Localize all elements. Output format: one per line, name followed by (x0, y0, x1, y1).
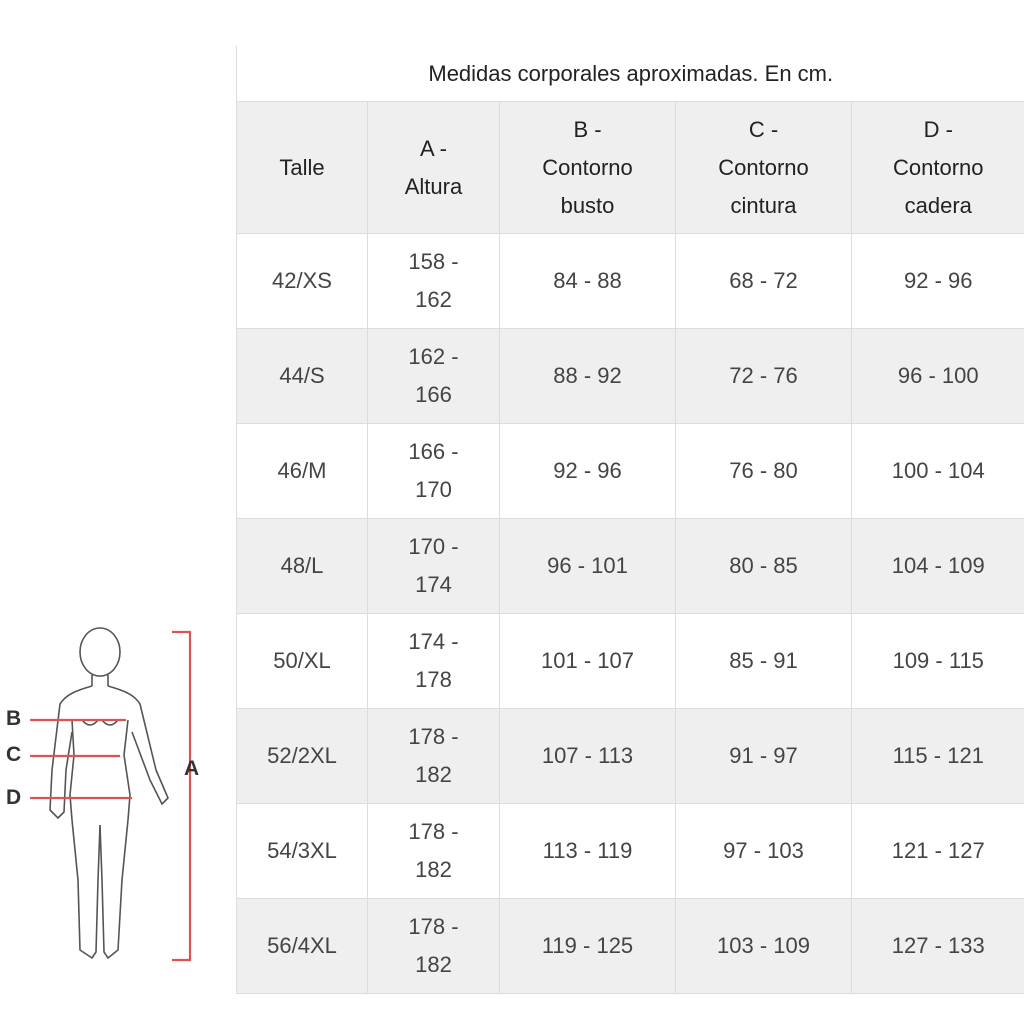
table-row (237, 424, 1024, 519)
cell-talle: 46/M (237, 424, 368, 519)
table-row (237, 329, 1024, 424)
cell-talle: 50/XL (237, 614, 368, 709)
cell-cadera: 96 - 100 (852, 329, 1024, 424)
cell-cadera: 121 - 127 (852, 804, 1024, 899)
header-altura (368, 102, 500, 234)
altura-line: 162 - (408, 344, 459, 369)
header-cintura (676, 102, 852, 234)
body-measurement-figure (0, 620, 230, 970)
altura-line: 182 (415, 762, 452, 787)
altura-line: 182 (415, 952, 452, 977)
header-busto (500, 102, 676, 234)
marker-label-b: B (6, 707, 22, 730)
header-line: cadera (904, 192, 972, 218)
header-line: Altura (404, 173, 463, 199)
cell-cintura: 76 - 80 (676, 424, 852, 519)
header-line: Talle (279, 154, 325, 180)
cell-busto: 96 - 101 (500, 519, 676, 614)
height-bracket (172, 632, 190, 960)
header-line: cintura (730, 192, 797, 218)
header-line: C - (748, 116, 779, 142)
cell-busto: 92 - 96 (500, 424, 676, 519)
altura-line: 166 (415, 382, 452, 407)
cell-talle: 48/L (237, 519, 368, 614)
altura-line: 166 - (408, 439, 459, 464)
altura-line: 174 (415, 572, 452, 597)
cell-altura (368, 709, 500, 804)
header-line: B - (573, 116, 602, 142)
header-line: busto (560, 192, 615, 218)
altura-line: 178 - (408, 914, 459, 939)
header-cadera (852, 102, 1024, 234)
table-row (237, 804, 1024, 899)
header-line: A - (420, 135, 447, 161)
altura-line: 182 (415, 857, 452, 882)
cell-busto: 113 - 119 (500, 804, 676, 899)
cell-cadera: 109 - 115 (852, 614, 1024, 709)
marker-label-a: A (184, 757, 200, 780)
table-header-row (237, 102, 1024, 234)
size-chart-table (236, 46, 1024, 994)
cell-altura (368, 899, 500, 994)
altura-line: 170 - (408, 534, 459, 559)
table-caption: Medidas corporales aproximadas. En cm. (237, 46, 1024, 102)
altura-line: 162 (415, 287, 452, 312)
cell-cintura: 72 - 76 (676, 329, 852, 424)
cell-cadera: 100 - 104 (852, 424, 1024, 519)
cell-busto: 107 - 113 (500, 709, 676, 804)
altura-line: 178 - (408, 724, 459, 749)
cell-altura (368, 804, 500, 899)
table-row (237, 614, 1024, 709)
cell-talle: 52/2XL (237, 709, 368, 804)
cell-busto: 101 - 107 (500, 614, 676, 709)
cell-talle: 44/S (237, 329, 368, 424)
table-row (237, 234, 1024, 329)
altura-line: 170 (415, 477, 452, 502)
cell-altura (368, 329, 500, 424)
cell-talle: 42/XS (237, 234, 368, 329)
cell-cintura: 91 - 97 (676, 709, 852, 804)
cell-talle: 56/4XL (237, 899, 368, 994)
cell-cadera: 92 - 96 (852, 234, 1024, 329)
marker-label-d: D (6, 786, 22, 809)
cell-cintura: 97 - 103 (676, 804, 852, 899)
cell-cadera: 127 - 133 (852, 899, 1024, 994)
altura-line: 174 - (408, 629, 459, 654)
cell-cintura: 80 - 85 (676, 519, 852, 614)
cell-altura (368, 234, 500, 329)
header-line: D - (923, 116, 953, 142)
cell-altura (368, 424, 500, 519)
cell-busto: 84 - 88 (500, 234, 676, 329)
cell-cadera: 115 - 121 (852, 709, 1024, 804)
header-line: Contorno (542, 154, 633, 180)
cell-busto: 119 - 125 (500, 899, 676, 994)
cell-cintura: 103 - 109 (676, 899, 852, 994)
table-row (237, 899, 1024, 994)
cell-altura (368, 519, 500, 614)
cell-cintura: 68 - 72 (676, 234, 852, 329)
header-line: Contorno (718, 154, 809, 180)
cell-busto: 88 - 92 (500, 329, 676, 424)
body-silhouette-icon (0, 620, 230, 970)
cell-cadera: 104 - 109 (852, 519, 1024, 614)
cell-cintura: 85 - 91 (676, 614, 852, 709)
table-row (237, 519, 1024, 614)
altura-line: 178 (415, 667, 452, 692)
header-talle (237, 102, 368, 234)
altura-line: 178 - (408, 819, 459, 844)
cell-talle: 54/3XL (237, 804, 368, 899)
altura-line: 158 - (408, 249, 459, 274)
table-row (237, 709, 1024, 804)
cell-altura (368, 614, 500, 709)
marker-label-c: C (6, 743, 22, 766)
header-line: Contorno (892, 154, 984, 180)
